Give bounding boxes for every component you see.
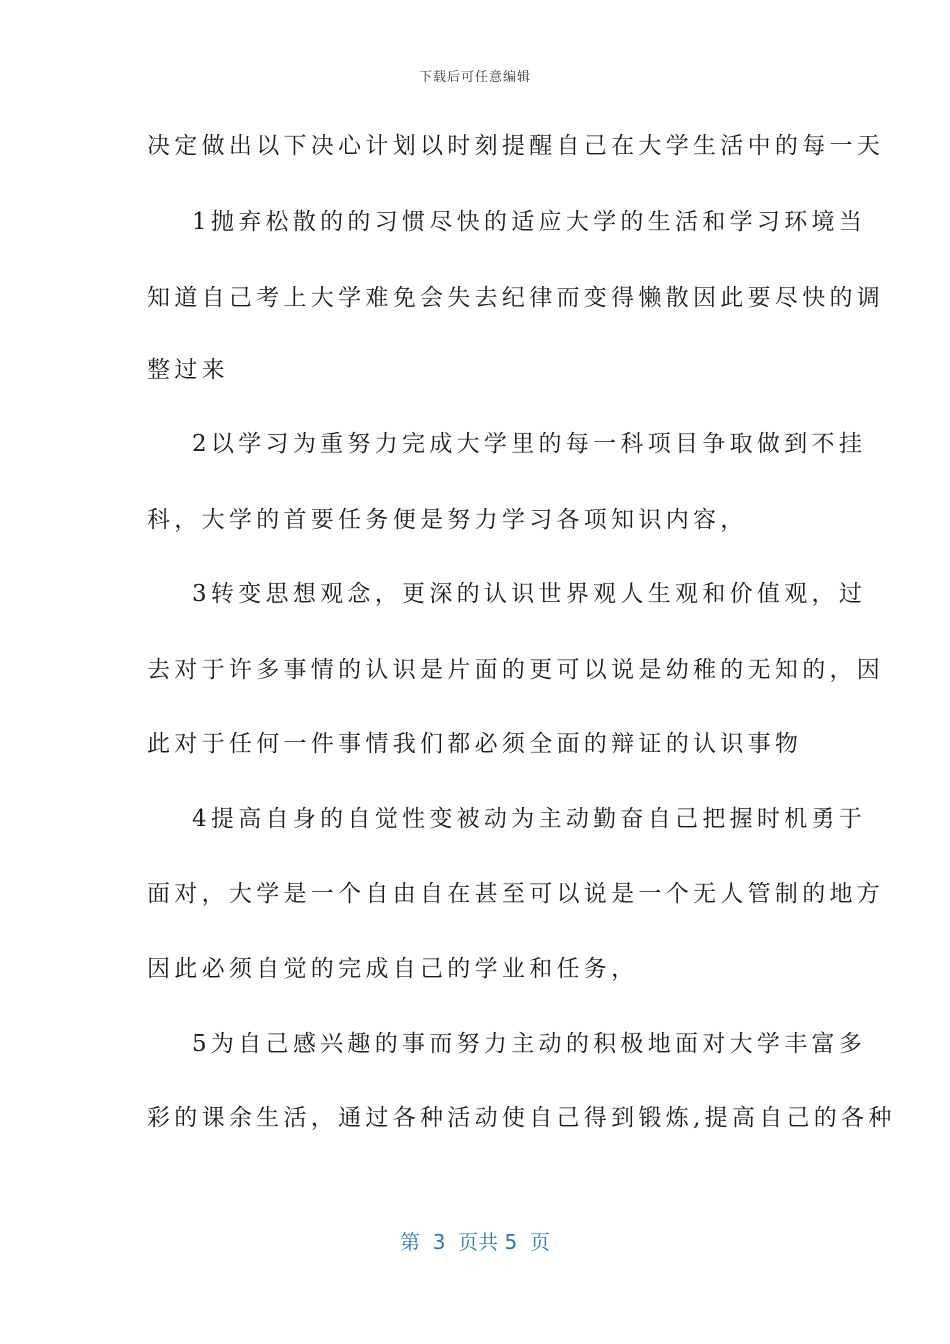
- paragraph-line: 2以学习为重努力完成大学里的每一科项目争取做到不挂: [192, 431, 867, 457]
- paragraph-line: 此对于任何一件事情我们都必须全面的辩证的认识事物: [147, 731, 803, 757]
- paragraph-line: 去对于许多事情的认识是片面的更可以说是幼稚的无知的，因: [147, 657, 885, 683]
- paragraph-line: 因此必须自觉的完成自己的学业和任务，: [147, 956, 639, 982]
- paragraph-line: 整过来: [147, 357, 229, 383]
- paragraph-line: 科，大学的首要任务便是努力学习各项知识内容，: [147, 507, 748, 533]
- paragraph-line: 面对，大学是一个自由自在甚至可以说是一个无人管制的地方: [147, 881, 885, 907]
- page-number-footer: 第 3 页共 5 页: [400, 1230, 550, 1254]
- paragraph-line: 4提高自身的自觉性变被动为主动勤奋自己把握时机勇于: [192, 806, 867, 832]
- paragraph-line: 3转变思想观念，更深的认识世界观人生观和价值观，过: [192, 581, 867, 607]
- paragraph-line: 决定做出以下决心计划以时刻提醒自己在大学生活中的每一天: [147, 133, 885, 159]
- paragraph-line: 5为自己感兴趣的事而努力主动的积极地面对大学丰富多: [192, 1031, 867, 1057]
- paragraph-line: 彩的课余生活，通过各种活动使自己得到锻炼,提高自己的各种: [147, 1105, 896, 1131]
- paragraph-line: 1抛弃松散的的习惯尽快的适应大学的生活和学习环境当: [192, 209, 867, 235]
- header-note: 下载后可任意编辑: [418, 70, 531, 85]
- paragraph-line: 知道自己考上大学难免会失去纪律而变得懒散因此要尽快的调: [147, 285, 885, 311]
